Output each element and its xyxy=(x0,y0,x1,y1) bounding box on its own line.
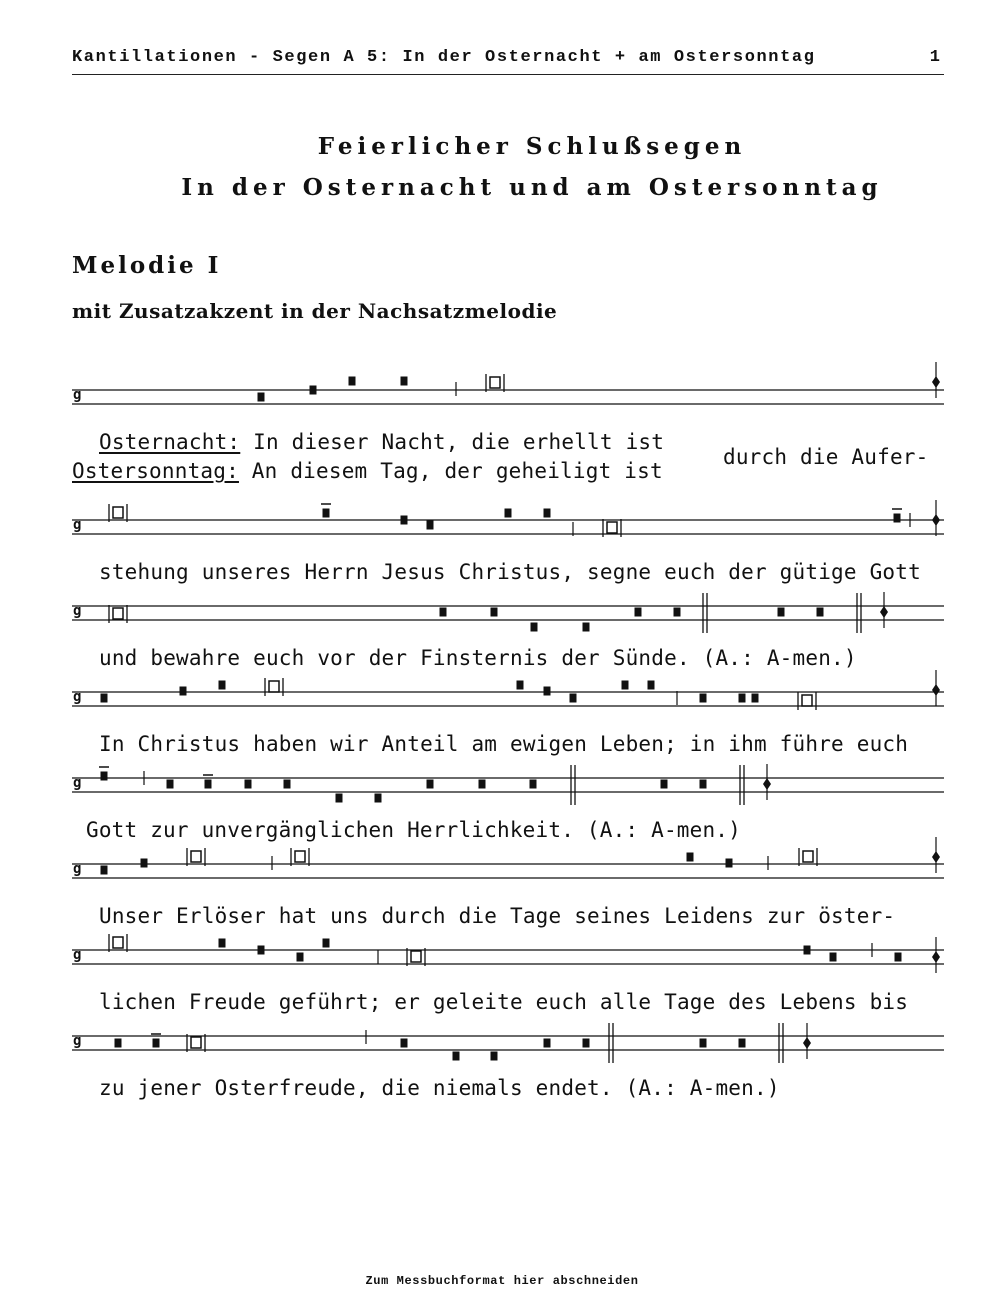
note-punctum xyxy=(101,772,108,781)
note-punctum xyxy=(401,377,408,386)
final-note xyxy=(880,606,888,618)
note-punctum xyxy=(570,694,577,703)
note-punctum xyxy=(544,1039,551,1048)
clef-g: g xyxy=(73,1033,82,1049)
note-punctum xyxy=(817,608,824,617)
page-number: 1 xyxy=(929,48,940,67)
clef-g: g xyxy=(73,387,82,403)
lyric-label-ostersonntag: Ostersonntag: xyxy=(72,459,239,483)
note-recitation xyxy=(113,937,123,948)
note-punctum xyxy=(349,377,356,386)
note-punctum xyxy=(427,780,434,789)
note-recitation xyxy=(295,851,305,862)
note-punctum xyxy=(401,1039,408,1048)
note-punctum xyxy=(310,386,317,395)
note-punctum xyxy=(479,780,486,789)
note-recitation xyxy=(191,851,201,862)
note-punctum xyxy=(427,521,434,530)
note-punctum xyxy=(583,623,590,632)
lyric-line-8: zu jener Osterfreude, die niemals endet. (A.: A-men.) xyxy=(99,1076,780,1100)
header-title: Kantillationen - Segen A 5: In der Osternacht + am Ostersonntag xyxy=(72,48,816,67)
section-subheading: mit Zusatzakzent in der Nachsatzmelodie xyxy=(72,299,558,323)
final-note xyxy=(932,684,940,696)
final-note xyxy=(932,951,940,963)
note-recitation xyxy=(269,681,279,692)
note-recitation xyxy=(803,851,813,862)
note-punctum xyxy=(440,608,447,617)
note-punctum xyxy=(674,608,681,617)
note-punctum xyxy=(895,953,902,962)
note-punctum xyxy=(284,780,291,789)
note-punctum xyxy=(491,1052,498,1061)
note-punctum xyxy=(401,516,408,525)
note-punctum xyxy=(700,780,707,789)
note-punctum xyxy=(752,694,759,703)
lyric-text-osternacht: In dieser Nacht, die erhellt ist xyxy=(240,430,665,454)
section-heading: Melodie I xyxy=(72,252,222,279)
note-punctum xyxy=(687,853,694,862)
note-punctum xyxy=(700,1039,707,1048)
clef-g: g xyxy=(73,861,82,877)
note-recitation xyxy=(191,1037,201,1048)
note-punctum xyxy=(517,681,524,690)
final-note xyxy=(932,851,940,863)
lyric-line-5: Gott zur unvergänglichen Herrlichkeit. (A.: A-men.) xyxy=(86,818,741,842)
note-recitation xyxy=(802,695,812,706)
note-punctum xyxy=(141,859,148,868)
note-punctum xyxy=(739,1039,746,1048)
lyric-line-1-tail: durch die Aufer- xyxy=(723,445,929,469)
note-punctum xyxy=(830,953,837,962)
note-punctum xyxy=(635,608,642,617)
note-punctum xyxy=(323,939,330,948)
note-punctum xyxy=(739,694,746,703)
note-punctum xyxy=(115,1039,122,1048)
note-punctum xyxy=(544,687,551,696)
final-note xyxy=(803,1037,811,1049)
note-punctum xyxy=(101,694,108,703)
clef-g: g xyxy=(73,517,82,533)
note-punctum xyxy=(323,509,330,518)
clef-g: g xyxy=(73,689,82,705)
note-punctum xyxy=(219,939,226,948)
clef-g: g xyxy=(73,947,82,963)
note-recitation xyxy=(113,608,123,619)
note-punctum xyxy=(583,1039,590,1048)
note-punctum xyxy=(180,687,187,696)
note-recitation xyxy=(607,522,617,533)
note-punctum xyxy=(700,694,707,703)
final-note xyxy=(763,778,771,790)
lyric-line-4: In Christus haben wir Anteil am ewigen Leben; in ihm führe euch xyxy=(99,732,909,756)
clef-g: g xyxy=(73,603,82,619)
note-punctum xyxy=(219,681,226,690)
note-punctum xyxy=(491,608,498,617)
lyric-line-7: lichen Freude geführt; er geleite euch alle Tage des Lebens bis xyxy=(99,990,909,1014)
note-punctum xyxy=(153,1039,160,1048)
note-recitation xyxy=(490,377,500,388)
lyric-label-osternacht: Osternacht: xyxy=(99,430,241,454)
clef-g: g xyxy=(73,775,82,791)
note-punctum xyxy=(544,509,551,518)
note-punctum xyxy=(530,780,537,789)
note-punctum xyxy=(531,623,538,632)
lyric-line-2: stehung unseres Herrn Jesus Christus, segne euch der gütige Gott xyxy=(99,560,921,584)
note-punctum xyxy=(505,509,512,518)
note-punctum xyxy=(661,780,668,789)
note-punctum xyxy=(258,946,265,955)
note-punctum xyxy=(101,866,108,875)
final-note xyxy=(932,514,940,526)
document-title: Feierlicher Schlußsegen xyxy=(317,133,747,160)
final-note xyxy=(932,376,940,388)
note-punctum xyxy=(245,780,252,789)
note-punctum xyxy=(297,953,304,962)
note-punctum xyxy=(648,681,655,690)
note-punctum xyxy=(894,514,901,523)
note-punctum xyxy=(453,1052,460,1061)
note-punctum xyxy=(375,794,382,803)
note-recitation xyxy=(411,951,421,962)
cut-line-note: Zum Messbuchformat hier abschneiden xyxy=(365,1274,639,1288)
note-punctum xyxy=(778,608,785,617)
note-punctum xyxy=(726,859,733,868)
document-subtitle: In der Osternacht und am Ostersonntag xyxy=(181,174,883,201)
note-punctum xyxy=(804,946,811,955)
note-punctum xyxy=(258,393,265,402)
note-punctum xyxy=(336,794,343,803)
note-recitation xyxy=(113,507,123,518)
note-punctum xyxy=(622,681,629,690)
lyric-line-6: Unser Erlöser hat uns durch die Tage seines Leidens zur öster- xyxy=(99,904,896,928)
note-punctum xyxy=(205,780,212,789)
lyric-text-ostersonntag: An diesem Tag, der geheiligt ist xyxy=(238,459,663,483)
note-punctum xyxy=(167,780,174,789)
lyric-line-3: und bewahre euch vor der Finsternis der Sünde. (A.: A-men.) xyxy=(99,646,857,670)
